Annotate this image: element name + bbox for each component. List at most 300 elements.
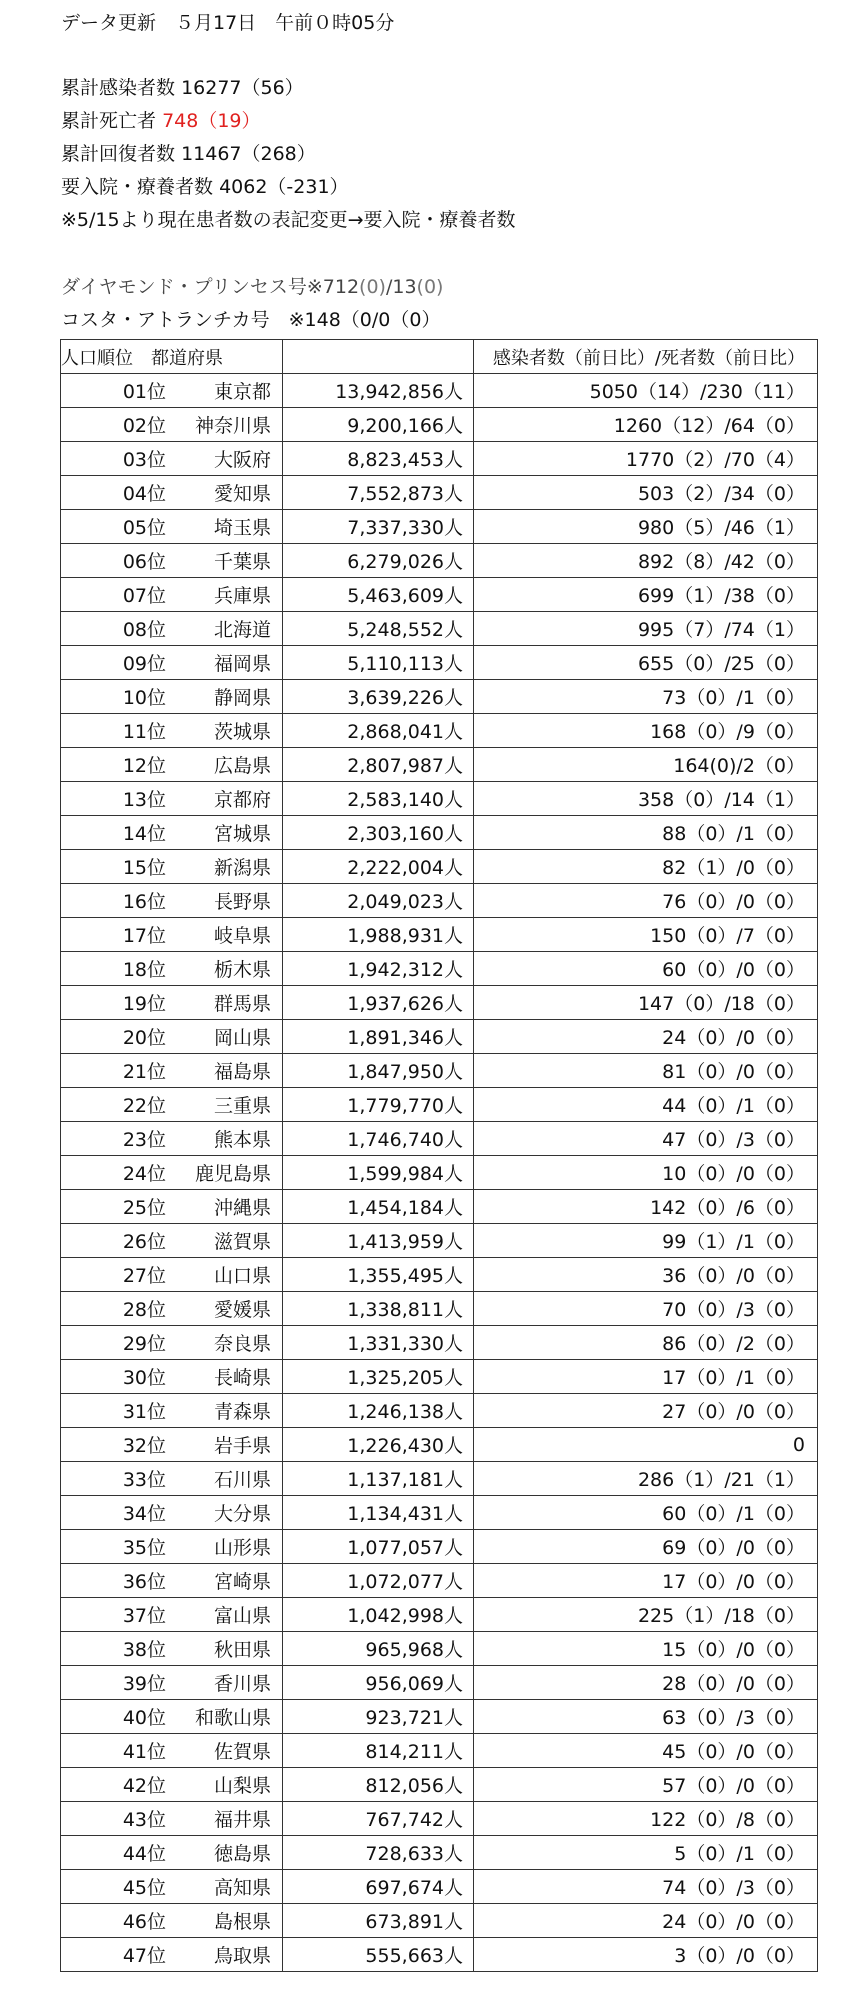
table-row	[61, 714, 818, 748]
rank: 36位	[122, 1571, 166, 1593]
population-cell: 1,226,430人	[283, 1428, 474, 1462]
rank: 20位	[122, 1027, 166, 1049]
prefecture: 福島県	[213, 1061, 271, 1083]
rank-prefecture-cell	[61, 1122, 283, 1156]
rank: 08位	[122, 619, 166, 641]
stats-cell: 503（2）/34（0）	[474, 476, 818, 510]
rank-prefecture-cell	[61, 1598, 283, 1632]
stats-cell: 45（0）/0（0）	[474, 1734, 818, 1768]
table-row	[61, 1632, 818, 1666]
prefecture: 和歌山県	[194, 1707, 271, 1729]
stats-cell: 1260（12）/64（0）	[474, 408, 818, 442]
table-row	[61, 1496, 818, 1530]
rank: 13位	[122, 789, 166, 811]
population-cell: 7,337,330人	[283, 510, 474, 544]
rank: 46位	[122, 1911, 166, 1933]
rank: 39位	[122, 1673, 166, 1695]
stats-cell: 57（0）/0（0）	[474, 1768, 818, 1802]
table-header-row	[61, 340, 818, 374]
summary-total-deaths	[61, 109, 261, 133]
rank-prefecture-cell	[61, 782, 283, 816]
rank-prefecture-cell	[61, 680, 283, 714]
stats-cell: 980（5）/46（1）	[474, 510, 818, 544]
table-row	[61, 918, 818, 952]
rank-prefecture-cell	[61, 1054, 283, 1088]
rank-prefecture-cell	[61, 408, 283, 442]
prefecture: 富山県	[213, 1605, 271, 1627]
table-row	[61, 952, 818, 986]
rank-prefecture-cell	[61, 850, 283, 884]
prefecture: 佐賀県	[213, 1741, 271, 1763]
table-row	[61, 442, 818, 476]
rank-prefecture-cell	[61, 544, 283, 578]
stats-cell: 44（0）/1（0）	[474, 1088, 818, 1122]
rank-prefecture-cell	[61, 476, 283, 510]
summary-label: 累計死亡者	[61, 110, 157, 132]
rank-prefecture-cell	[61, 612, 283, 646]
population-cell: 1,779,770人	[283, 1088, 474, 1122]
ship-diamond-princess	[61, 275, 443, 299]
table-row	[61, 374, 818, 408]
prefecture: 山形県	[213, 1537, 271, 1559]
prefecture: 山梨県	[213, 1775, 271, 1797]
prefecture: 熊本県	[213, 1129, 271, 1151]
rank: 16位	[122, 891, 166, 913]
table-row	[61, 1462, 818, 1496]
population-cell: 1,246,138人	[283, 1394, 474, 1428]
rank-prefecture-cell	[61, 1326, 283, 1360]
rank: 35位	[122, 1537, 166, 1559]
rank-prefecture-cell	[61, 1802, 283, 1836]
rank: 11位	[122, 721, 166, 743]
rank-prefecture-cell	[61, 1292, 283, 1326]
table-row	[61, 986, 818, 1020]
table-row	[61, 1870, 818, 1904]
stats-cell: 36（0）/0（0）	[474, 1258, 818, 1292]
prefecture: 茨城県	[213, 721, 271, 743]
rank-prefecture-cell	[61, 578, 283, 612]
rank: 28位	[122, 1299, 166, 1321]
stats-cell: 150（0）/7（0）	[474, 918, 818, 952]
table-row	[61, 1258, 818, 1292]
prefecture: 滋賀県	[213, 1231, 271, 1253]
table-row	[61, 748, 818, 782]
prefecture: 秋田県	[213, 1639, 271, 1661]
population-cell: 697,674人	[283, 1870, 474, 1904]
table-row	[61, 816, 818, 850]
rank: 14位	[122, 823, 166, 845]
rank-prefecture-cell	[61, 918, 283, 952]
summary-value: 748（19）	[162, 110, 261, 132]
ship-delta-a: (0)	[359, 276, 386, 298]
prefecture: 島根県	[213, 1911, 271, 1933]
rank: 45位	[122, 1877, 166, 1899]
prefecture: 京都府	[213, 789, 271, 811]
population-cell: 1,746,740人	[283, 1122, 474, 1156]
table-row	[61, 544, 818, 578]
stats-cell: 74（0）/3（0）	[474, 1870, 818, 1904]
prefecture: 福岡県	[213, 653, 271, 675]
stats-cell: 70（0）/3（0）	[474, 1292, 818, 1326]
notation-change-note: ※5/15より現在患者数の表記変更→要入院・療養者数	[61, 209, 516, 231]
table-row	[61, 1768, 818, 1802]
table-row	[61, 408, 818, 442]
table-row	[61, 1666, 818, 1700]
rank: 44位	[122, 1843, 166, 1865]
rank-prefecture-cell	[61, 442, 283, 476]
prefecture: 福井県	[213, 1809, 271, 1831]
table-row	[61, 476, 818, 510]
summary-hospitalized	[61, 175, 349, 199]
rank: 10位	[122, 687, 166, 709]
prefecture: 高知県	[213, 1877, 271, 1899]
rank: 04位	[122, 483, 166, 505]
rank: 18位	[122, 959, 166, 981]
prefecture: 宮崎県	[213, 1571, 271, 1593]
population-cell: 2,807,987人	[283, 748, 474, 782]
rank: 41位	[122, 1741, 166, 1763]
rank-prefecture-cell	[61, 986, 283, 1020]
prefecture: 広島県	[213, 755, 271, 777]
table-row	[61, 850, 818, 884]
table-row	[61, 510, 818, 544]
table-row	[61, 1326, 818, 1360]
summary-total-recovered	[61, 142, 316, 166]
population-cell: 2,868,041人	[283, 714, 474, 748]
prefecture: 愛媛県	[213, 1299, 271, 1321]
rank: 19位	[122, 993, 166, 1015]
prefecture: 千葉県	[213, 551, 271, 573]
table-row	[61, 1700, 818, 1734]
prefecture: 埼玉県	[213, 517, 271, 539]
prefecture: 大分県	[213, 1503, 271, 1525]
rank: 37位	[122, 1605, 166, 1627]
rank-prefecture-cell	[61, 1632, 283, 1666]
prefecture: 沖縄県	[213, 1197, 271, 1219]
rank-prefecture-cell	[61, 748, 283, 782]
population-cell: 1,942,312人	[283, 952, 474, 986]
prefecture: 岐阜県	[213, 925, 271, 947]
rank: 17位	[122, 925, 166, 947]
prefecture: 岡山県	[213, 1027, 271, 1049]
population-cell: 2,222,004人	[283, 850, 474, 884]
table-row	[61, 1802, 818, 1836]
population-cell: 1,599,984人	[283, 1156, 474, 1190]
stats-cell: 28（0）/0（0）	[474, 1666, 818, 1700]
table-row	[61, 1292, 818, 1326]
stats-cell: 76（0）/0（0）	[474, 884, 818, 918]
prefecture: 長野県	[213, 891, 271, 913]
stats-cell: 655（0）/25（0）	[474, 646, 818, 680]
stats-cell: 17（0）/1（0）	[474, 1360, 818, 1394]
rank: 30位	[122, 1367, 166, 1389]
prefecture: 青森県	[213, 1401, 271, 1423]
stats-cell: 286（1）/21（1）	[474, 1462, 818, 1496]
population-cell: 5,463,609人	[283, 578, 474, 612]
rank: 07位	[122, 585, 166, 607]
stats-cell: 147（0）/18（0）	[474, 986, 818, 1020]
population-cell: 555,663人	[283, 1938, 474, 1972]
prefecture: 香川県	[213, 1673, 271, 1695]
rank-prefecture-cell	[61, 1734, 283, 1768]
rank-prefecture-cell	[61, 646, 283, 680]
rank-prefecture-cell	[61, 1530, 283, 1564]
population-cell: 1,338,811人	[283, 1292, 474, 1326]
table-row	[61, 1190, 818, 1224]
population-cell: 1,072,077人	[283, 1564, 474, 1598]
rank-prefecture-cell	[61, 1938, 283, 1972]
rank-prefecture-cell	[61, 1258, 283, 1292]
stats-cell: 63（0）/3（0）	[474, 1700, 818, 1734]
stats-cell: 81（0）/0（0）	[474, 1054, 818, 1088]
population-cell: 1,937,626人	[283, 986, 474, 1020]
rank-prefecture-cell	[61, 1496, 283, 1530]
stats-cell: 5050（14）/230（11）	[474, 374, 818, 408]
stats-cell: 47（0）/3（0）	[474, 1122, 818, 1156]
rank: 22位	[122, 1095, 166, 1117]
population-cell: 1,042,998人	[283, 1598, 474, 1632]
stats-cell: 122（0）/8（0）	[474, 1802, 818, 1836]
header-stats: 感染者数（前日比）/死者数（前日比）	[474, 340, 818, 374]
prefecture: 徳島県	[213, 1843, 271, 1865]
population-cell: 8,823,453人	[283, 442, 474, 476]
table-row	[61, 782, 818, 816]
rank-prefecture-cell	[61, 1462, 283, 1496]
prefecture: 岩手県	[213, 1435, 271, 1457]
stats-cell: 358（0）/14（1）	[474, 782, 818, 816]
summary-label: 累計感染者数	[61, 77, 176, 99]
rank: 47位	[122, 1945, 166, 1967]
rank: 43位	[122, 1809, 166, 1831]
table-row	[61, 1360, 818, 1394]
rank: 02位	[122, 415, 166, 437]
rank-prefecture-cell	[61, 884, 283, 918]
table-row	[61, 1088, 818, 1122]
table-row	[61, 1122, 818, 1156]
rank: 34位	[122, 1503, 166, 1525]
population-cell: 1,847,950人	[283, 1054, 474, 1088]
rank-prefecture-cell	[61, 1666, 283, 1700]
table-row	[61, 1598, 818, 1632]
rank: 25位	[122, 1197, 166, 1219]
population-cell: 2,049,023人	[283, 884, 474, 918]
table-row	[61, 1938, 818, 1972]
stats-cell: 168（0）/9（0）	[474, 714, 818, 748]
prefecture: 群馬県	[213, 993, 271, 1015]
table-row	[61, 1904, 818, 1938]
summary-label: 累計回復者数	[61, 143, 176, 165]
prefecture-table	[60, 339, 818, 1972]
rank-prefecture-cell	[61, 1904, 283, 1938]
rank: 27位	[122, 1265, 166, 1287]
population-cell: 1,891,346人	[283, 1020, 474, 1054]
ship-costa-atlantica: コスタ・アトランチカ号 ※148（0/0（0）	[61, 309, 441, 331]
rank: 38位	[122, 1639, 166, 1661]
population-cell: 812,056人	[283, 1768, 474, 1802]
prefecture: 奈良県	[213, 1333, 271, 1355]
prefecture: 鳥取県	[213, 1945, 271, 1967]
population-cell: 5,248,552人	[283, 612, 474, 646]
stats-cell: 69（0）/0（0）	[474, 1530, 818, 1564]
table-row	[61, 1224, 818, 1258]
table-row	[61, 1734, 818, 1768]
stats-cell: 17（0）/0（0）	[474, 1564, 818, 1598]
rank-prefecture-cell	[61, 1156, 283, 1190]
table-row	[61, 1564, 818, 1598]
rank: 31位	[122, 1401, 166, 1423]
stats-cell: 225（1）/18（0）	[474, 1598, 818, 1632]
prefecture: 長崎県	[213, 1367, 271, 1389]
stats-cell: 1770（2）/70（4）	[474, 442, 818, 476]
stats-cell: 73（0）/1（0）	[474, 680, 818, 714]
population-cell: 1,137,181人	[283, 1462, 474, 1496]
rank: 06位	[122, 551, 166, 573]
rank-prefecture-cell	[61, 1190, 283, 1224]
population-cell: 1,325,205人	[283, 1360, 474, 1394]
rank: 40位	[122, 1707, 166, 1729]
rank: 32位	[122, 1435, 166, 1457]
rank: 33位	[122, 1469, 166, 1491]
stats-cell: 995（7）/74（1）	[474, 612, 818, 646]
prefecture: 大阪府	[213, 449, 271, 471]
rank-prefecture-cell	[61, 816, 283, 850]
rank-prefecture-cell	[61, 510, 283, 544]
population-cell: 1,355,495人	[283, 1258, 474, 1292]
rank: 21位	[122, 1061, 166, 1083]
population-cell: 1,331,330人	[283, 1326, 474, 1360]
prefecture: 静岡県	[213, 687, 271, 709]
table-row	[61, 646, 818, 680]
table-row	[61, 1428, 818, 1462]
ship-delta-b: (0)	[416, 276, 444, 298]
stats-cell: 24（0）/0（0）	[474, 1020, 818, 1054]
table-row	[61, 578, 818, 612]
rank-prefecture-cell	[61, 1870, 283, 1904]
update-timestamp: データ更新 ５月17日 午前０時05分	[61, 12, 395, 34]
population-cell: 814,211人	[283, 1734, 474, 1768]
population-cell: 767,742人	[283, 1802, 474, 1836]
header-rank-prefecture: 人口順位 都道府県	[61, 340, 283, 374]
stats-cell: 82（1）/0（0）	[474, 850, 818, 884]
rank-prefecture-cell	[61, 1428, 283, 1462]
rank-prefecture-cell	[61, 1020, 283, 1054]
prefecture: 石川県	[213, 1469, 271, 1491]
population-cell: 1,134,431人	[283, 1496, 474, 1530]
prefecture: 三重県	[213, 1095, 271, 1117]
population-cell: 673,891人	[283, 1904, 474, 1938]
table-row	[61, 1836, 818, 1870]
stats-cell: 15（0）/0（0）	[474, 1632, 818, 1666]
population-cell: 956,069人	[283, 1666, 474, 1700]
prefecture: 栃木県	[213, 959, 271, 981]
stats-cell: 3（0）/0（0）	[474, 1938, 818, 1972]
summary-total-infected	[61, 76, 304, 100]
population-cell: 5,110,113人	[283, 646, 474, 680]
rank-prefecture-cell	[61, 1360, 283, 1394]
stats-cell: 0	[474, 1428, 818, 1462]
population-cell: 1,988,931人	[283, 918, 474, 952]
stats-cell: 892（8）/42（0）	[474, 544, 818, 578]
rank-prefecture-cell	[61, 1564, 283, 1598]
rank: 03位	[122, 449, 166, 471]
population-cell: 1,454,184人	[283, 1190, 474, 1224]
rank-prefecture-cell	[61, 1700, 283, 1734]
prefecture: 神奈川県	[194, 415, 271, 437]
prefecture: 東京都	[213, 381, 271, 403]
summary-label: 要入院・療養者数	[61, 176, 214, 198]
rank-prefecture-cell	[61, 714, 283, 748]
stats-cell: 88（0）/1（0）	[474, 816, 818, 850]
table-row	[61, 612, 818, 646]
rank: 29位	[122, 1333, 166, 1355]
rank-prefecture-cell	[61, 1836, 283, 1870]
population-cell: 7,552,873人	[283, 476, 474, 510]
table-row	[61, 1394, 818, 1428]
table-row	[61, 1020, 818, 1054]
population-cell: 1,077,057人	[283, 1530, 474, 1564]
prefecture: 鹿児島県	[194, 1163, 271, 1185]
population-cell: 965,968人	[283, 1632, 474, 1666]
rank-prefecture-cell	[61, 1394, 283, 1428]
prefecture: 新潟県	[213, 857, 271, 879]
rank: 12位	[122, 755, 166, 777]
rank-prefecture-cell	[61, 952, 283, 986]
stats-cell: 24（0）/0（0）	[474, 1904, 818, 1938]
stats-cell: 86（0）/2（0）	[474, 1326, 818, 1360]
population-cell: 923,721人	[283, 1700, 474, 1734]
header-population	[283, 340, 474, 374]
population-cell: 1,413,959人	[283, 1224, 474, 1258]
stats-cell: 699（1）/38（0）	[474, 578, 818, 612]
stats-cell: 142（0）/6（0）	[474, 1190, 818, 1224]
population-cell: 13,942,856人	[283, 374, 474, 408]
prefecture: 愛知県	[213, 483, 271, 505]
prefecture: 北海道	[213, 619, 271, 641]
summary-value: 4062（-231）	[219, 176, 349, 198]
ship-deaths: /13	[385, 276, 417, 298]
population-cell: 6,279,026人	[283, 544, 474, 578]
population-cell: 2,303,160人	[283, 816, 474, 850]
rank: 42位	[122, 1775, 166, 1797]
prefecture: 宮城県	[213, 823, 271, 845]
stats-cell: 99（1）/1（0）	[474, 1224, 818, 1258]
ship-name: ダイヤモンド・プリンセス号※712	[61, 276, 360, 298]
stats-cell: 5（0）/1（0）	[474, 1836, 818, 1870]
stats-cell: 10（0）/0（0）	[474, 1156, 818, 1190]
rank: 23位	[122, 1129, 166, 1151]
table-row	[61, 680, 818, 714]
rank: 01位	[122, 381, 166, 403]
population-cell: 728,633人	[283, 1836, 474, 1870]
stats-cell: 60（0）/0（0）	[474, 952, 818, 986]
table-row	[61, 1530, 818, 1564]
population-cell: 2,583,140人	[283, 782, 474, 816]
summary-value: 16277（56）	[181, 77, 304, 99]
table-row	[61, 884, 818, 918]
rank-prefecture-cell	[61, 1224, 283, 1258]
prefecture: 山口県	[213, 1265, 271, 1287]
rank: 26位	[122, 1231, 166, 1253]
rank-prefecture-cell	[61, 374, 283, 408]
rank: 24位	[122, 1163, 166, 1185]
stats-cell: 60（0）/1（0）	[474, 1496, 818, 1530]
table-row	[61, 1054, 818, 1088]
rank-prefecture-cell	[61, 1088, 283, 1122]
rank: 09位	[122, 653, 166, 675]
stats-cell: 27（0）/0（0）	[474, 1394, 818, 1428]
table-row	[61, 1156, 818, 1190]
population-cell: 9,200,166人	[283, 408, 474, 442]
